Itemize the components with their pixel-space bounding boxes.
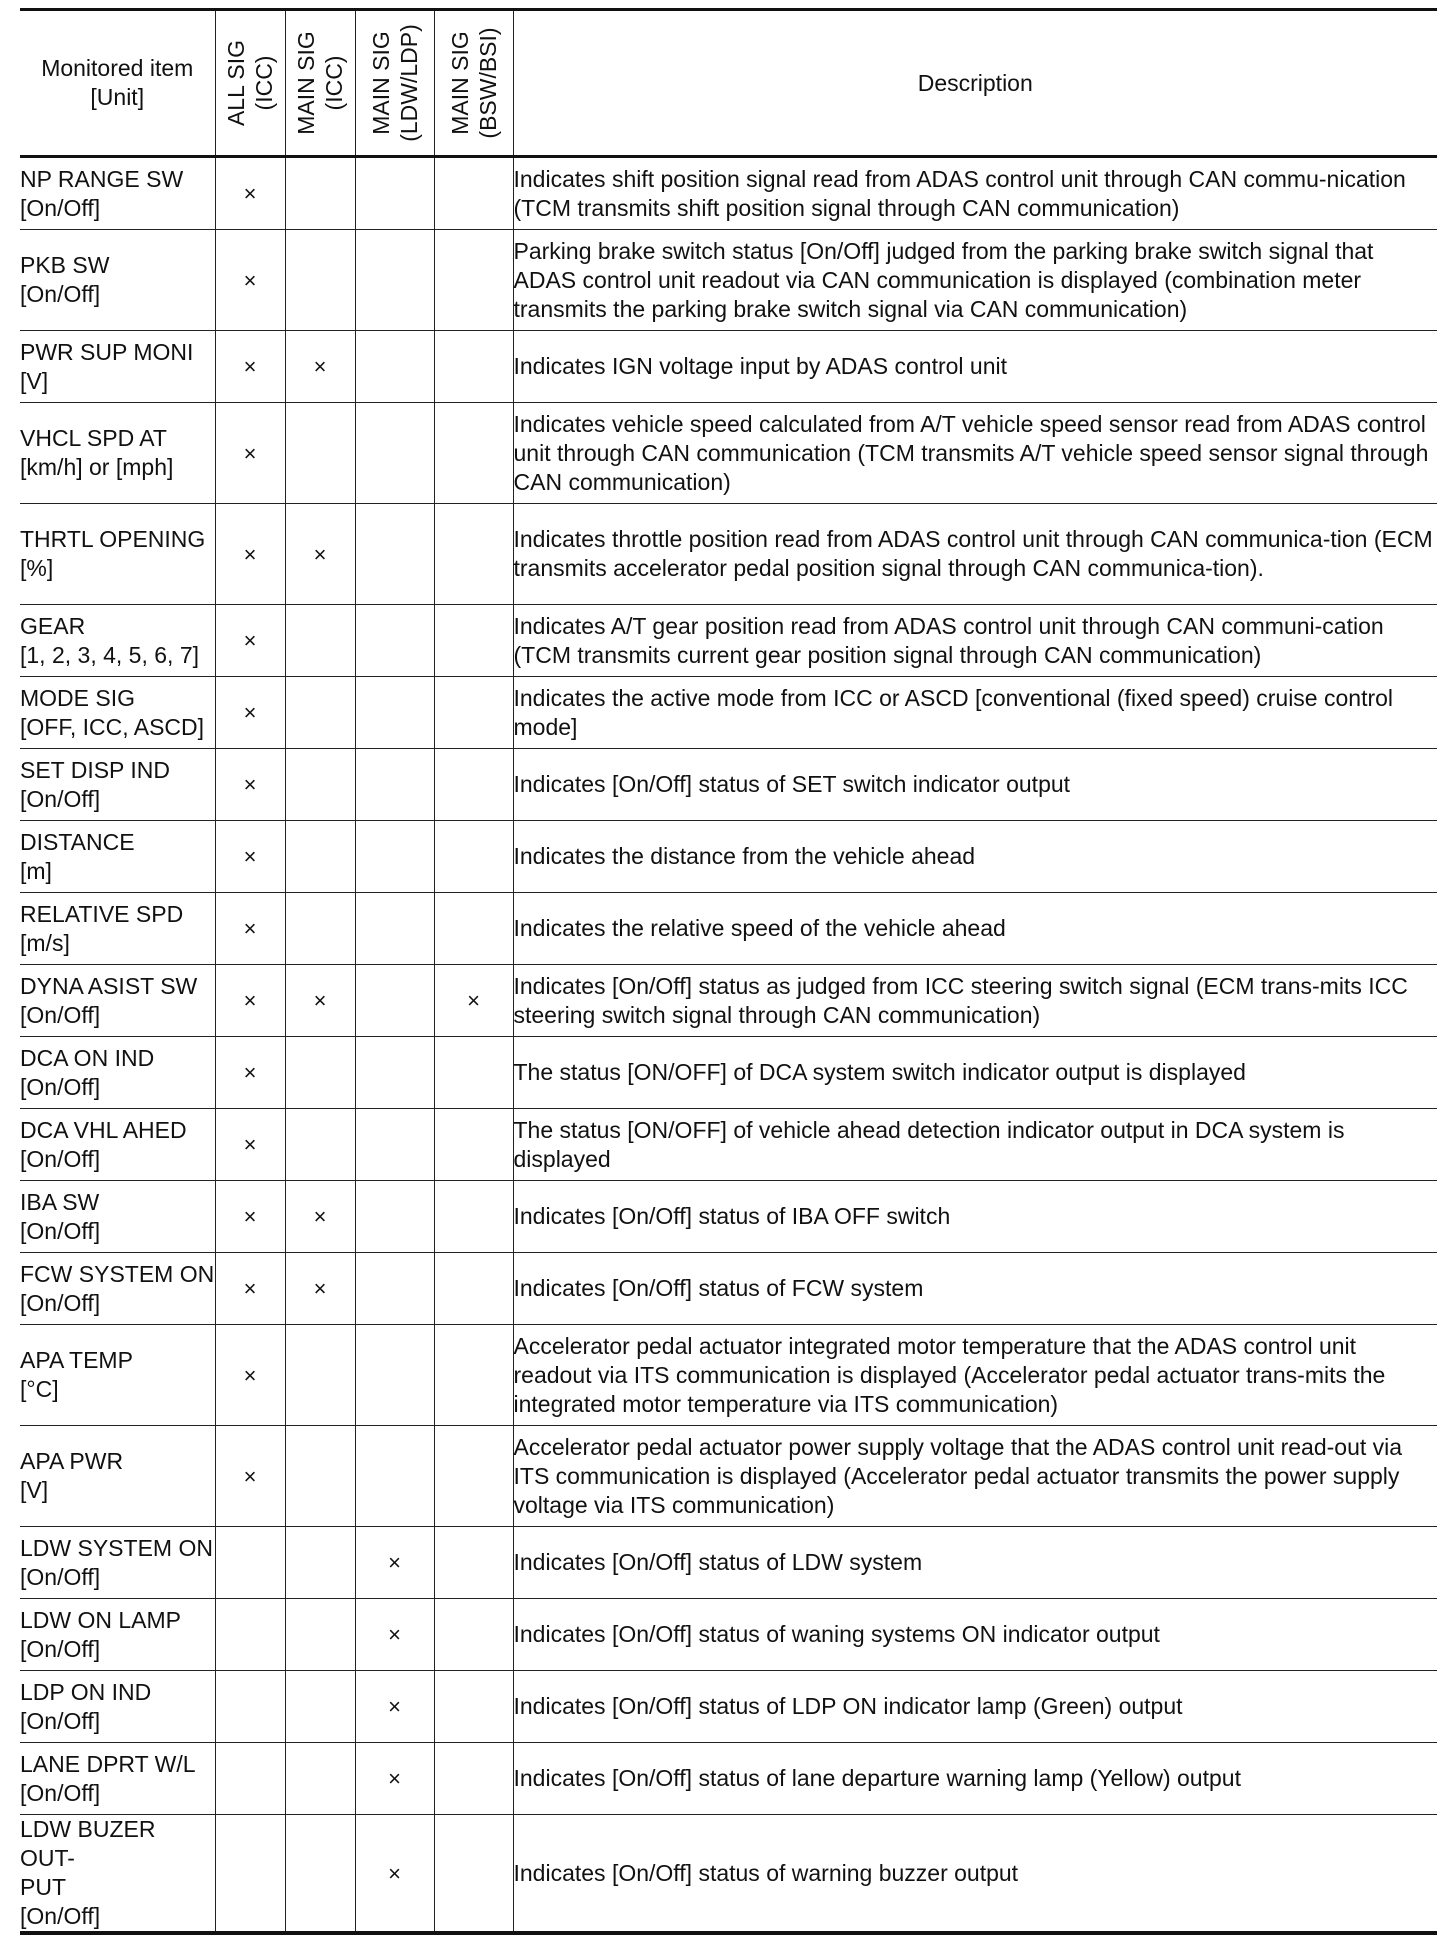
item-unit: [1, 2, 3, 4, 5, 6, 7]: [20, 641, 200, 668]
item-name: LDW ON LAMP: [20, 1606, 182, 1633]
table-row: [20, 331, 1437, 403]
item-name: LDW BUZER OUT-: [20, 1816, 156, 1871]
item-unit: [%]: [20, 555, 54, 581]
item-name: RELATIVE SPD: [20, 900, 184, 927]
signal-mark-cell: [355, 749, 434, 821]
signal-mark-cell: ×: [285, 1181, 355, 1253]
signal-mark-cell: [285, 821, 355, 893]
monitored-item-cell: [20, 1426, 215, 1527]
item-unit: [On/Off]: [20, 1635, 101, 1662]
item-unit: [°C]: [20, 1376, 59, 1402]
item-name: FCW SYSTEM ON: [20, 1260, 215, 1287]
signal-mark-cell: ×: [215, 605, 285, 677]
description-cell: Indicates [On/Off] status of waning systems ON indicator output: [513, 1599, 1437, 1671]
signal-mark-cell: [355, 1325, 434, 1426]
item-unit: [On/Off]: [20, 1145, 101, 1172]
header-main-sig-icc: [285, 10, 355, 157]
signal-mark-cell: [434, 1109, 513, 1181]
signal-mark-cell: [434, 504, 513, 605]
table-row: [20, 677, 1437, 749]
monitored-item-cell: [20, 1671, 215, 1743]
header-main-sig-ldw-ldp: [355, 10, 434, 157]
signal-mark-cell: [434, 403, 513, 504]
signal-mark-cell: [285, 1671, 355, 1743]
monitored-items-table: [20, 8, 1437, 1935]
signal-mark-cell: [355, 504, 434, 605]
item-name: IBA SW: [20, 1188, 100, 1215]
signal-mark-cell: [285, 1109, 355, 1181]
item-unit: [On/Off]: [20, 1779, 101, 1806]
monitored-item-cell: [20, 749, 215, 821]
signal-mark-cell: [355, 1181, 434, 1253]
item-unit: [On/Off]: [20, 1073, 101, 1100]
item-unit: [On/Off]: [20, 1563, 101, 1590]
signal-mark-cell: ×: [215, 821, 285, 893]
signal-mark-cell: ×: [285, 1253, 355, 1325]
header-line: MAIN SIG: [446, 31, 473, 135]
signal-mark-cell: [215, 1815, 285, 1934]
signal-mark-cell: ×: [215, 504, 285, 605]
signal-mark-cell: [434, 1037, 513, 1109]
header-line: MAIN SIG: [293, 31, 319, 135]
signal-mark-cell: ×: [355, 1743, 434, 1815]
signal-mark-cell: [355, 1109, 434, 1181]
signal-mark-cell: ×: [215, 1253, 285, 1325]
item-unit: [V]: [20, 1477, 49, 1503]
description-cell: Indicates [On/Off] status of LDW system: [513, 1527, 1437, 1599]
table-row: [20, 749, 1437, 821]
signal-mark-cell: ×: [215, 157, 285, 230]
table-row: [20, 1253, 1437, 1325]
monitored-item-cell: [20, 403, 215, 504]
item-name: NP RANGE SW: [20, 165, 184, 192]
signal-mark-cell: ×: [215, 403, 285, 504]
signal-mark-cell: [434, 1253, 513, 1325]
description-cell: Indicates vehicle speed calculated from A/T vehicle speed sensor read from ADAS control unit through CAN communication (TCM transmits A/T vehicle speed sensor signal through CAN communication): [513, 403, 1437, 504]
header-line: MAIN SIG: [367, 31, 394, 135]
item-unit: [On/Off]: [20, 1903, 101, 1929]
signal-mark-cell: ×: [215, 230, 285, 331]
header-line: (ICC): [321, 55, 347, 111]
signal-mark-cell: [355, 331, 434, 403]
item-unit: [On/Off]: [20, 194, 101, 221]
table-row: [20, 1743, 1437, 1815]
monitored-item-cell: [20, 965, 215, 1037]
signal-mark-cell: [355, 1253, 434, 1325]
item-name: APA PWR: [20, 1448, 124, 1474]
monitored-item-cell: [20, 677, 215, 749]
signal-mark-cell: [434, 1181, 513, 1253]
table-row: [20, 403, 1437, 504]
item-name: VHCL SPD AT: [20, 425, 167, 451]
signal-mark-cell: ×: [215, 1037, 285, 1109]
monitored-item-cell: [20, 157, 215, 230]
item-name: GEAR: [20, 612, 86, 639]
description-cell: Accelerator pedal actuator power supply voltage that the ADAS control unit read-out via ITS communication is displayed (Accelerator pedal actuator transmits the power supply voltage via ITS communication): [513, 1426, 1437, 1527]
description-cell: Indicates [On/Off] status of IBA OFF switch: [513, 1181, 1437, 1253]
item-name: PUT: [20, 1874, 66, 1900]
signal-mark-cell: [355, 157, 434, 230]
header-main-sig-bsw-bsi: [434, 10, 513, 157]
signal-mark-cell: [285, 749, 355, 821]
description-cell: Indicates [On/Off] status of lane departure warning lamp (Yellow) output: [513, 1743, 1437, 1815]
signal-mark-cell: [434, 331, 513, 403]
monitored-item-cell: [20, 893, 215, 965]
monitored-item-cell: [20, 1815, 215, 1934]
signal-mark-cell: ×: [355, 1671, 434, 1743]
monitored-item-cell: [20, 605, 215, 677]
signal-mark-cell: ×: [215, 1181, 285, 1253]
signal-mark-cell: [285, 1325, 355, 1426]
table-row: [20, 157, 1437, 230]
description-cell: Indicates [On/Off] status of LDP ON indicator lamp (Green) output: [513, 1671, 1437, 1743]
signal-mark-cell: ×: [434, 965, 513, 1037]
signal-mark-cell: [434, 1527, 513, 1599]
signal-mark-cell: [355, 1037, 434, 1109]
header-all-sig-icc: [215, 10, 285, 157]
table-header-row: [20, 10, 1437, 157]
item-unit: [On/Off]: [20, 1217, 101, 1244]
signal-mark-cell: ×: [215, 893, 285, 965]
signal-mark-cell: [285, 605, 355, 677]
item-name: DCA VHL AHED: [20, 1116, 187, 1143]
signal-mark-cell: [434, 749, 513, 821]
signal-mark-cell: [285, 1599, 355, 1671]
table-row: [20, 1037, 1437, 1109]
signal-mark-cell: [285, 403, 355, 504]
signal-mark-cell: ×: [215, 331, 285, 403]
description-cell: Accelerator pedal actuator integrated motor temperature that the ADAS control unit readout via ITS communication is displayed (Accelerator pedal actuator trans-mits the integrated motor temperature via ITS communication): [513, 1325, 1437, 1426]
item-name: MODE SIG: [20, 684, 136, 711]
signal-mark-cell: [285, 1527, 355, 1599]
monitored-item-cell: [20, 821, 215, 893]
signal-mark-cell: ×: [215, 1426, 285, 1527]
signal-mark-cell: [355, 605, 434, 677]
monitored-item-cell: [20, 1527, 215, 1599]
signal-mark-cell: [434, 1325, 513, 1426]
signal-mark-cell: [285, 230, 355, 331]
item-name: LDP ON IND: [20, 1678, 152, 1705]
signal-mark-cell: [355, 230, 434, 331]
header-line: ALL SIG: [223, 39, 249, 127]
item-name: PKB SW: [20, 252, 110, 278]
table-row: [20, 230, 1437, 331]
item-unit: [OFF, ICC, ASCD]: [20, 713, 205, 740]
description-cell: Indicates A/T gear position read from ADAS control unit through CAN communi-cation (TCM transmits current gear position signal through CAN communication): [513, 605, 1437, 677]
signal-mark-cell: ×: [355, 1815, 434, 1934]
table-row: [20, 605, 1437, 677]
signal-mark-cell: [285, 677, 355, 749]
description-cell: Indicates IGN voltage input by ADAS control unit: [513, 331, 1437, 403]
table-row: [20, 821, 1437, 893]
table-row: [20, 893, 1437, 965]
item-name: SET DISP IND: [20, 756, 170, 783]
signal-mark-cell: [434, 1671, 513, 1743]
signal-mark-cell: [434, 893, 513, 965]
description-cell: Indicates [On/Off] status of warning buzzer output: [513, 1815, 1437, 1934]
signal-mark-cell: [434, 1743, 513, 1815]
header-description: Description: [513, 10, 1437, 157]
header-line: (BSW/BSI): [474, 27, 501, 139]
description-cell: Indicates the relative speed of the vehicle ahead: [513, 893, 1437, 965]
table-row: [20, 1527, 1437, 1599]
signal-mark-cell: [215, 1743, 285, 1815]
table-row: [20, 1181, 1437, 1253]
signal-mark-cell: ×: [285, 331, 355, 403]
signal-mark-cell: ×: [215, 749, 285, 821]
table-row: [20, 1815, 1437, 1934]
signal-mark-cell: [434, 157, 513, 230]
header-line: (LDW/LDP): [395, 24, 422, 142]
item-unit: [V]: [20, 367, 49, 394]
monitored-item-cell: [20, 1325, 215, 1426]
description-cell: The status [ON/OFF] of vehicle ahead detection indicator output in DCA system is displayed: [513, 1109, 1437, 1181]
signal-mark-cell: [285, 1037, 355, 1109]
signal-mark-cell: ×: [215, 677, 285, 749]
item-unit: [On/Off]: [20, 1707, 101, 1734]
signal-mark-cell: [434, 1426, 513, 1527]
signal-mark-cell: ×: [285, 965, 355, 1037]
signal-mark-cell: [215, 1671, 285, 1743]
item-name: APA TEMP: [20, 1347, 133, 1373]
header-item-label: Monitored item: [41, 55, 194, 81]
header-line: (ICC): [251, 55, 277, 111]
table-row: [20, 1109, 1437, 1181]
signal-mark-cell: [285, 1815, 355, 1934]
monitored-item-cell: [20, 1253, 215, 1325]
signal-mark-cell: [355, 821, 434, 893]
item-name: LDW SYSTEM ON: [20, 1534, 213, 1561]
item-unit: [m]: [20, 857, 52, 884]
signal-mark-cell: [355, 403, 434, 504]
signal-mark-cell: [285, 157, 355, 230]
item-name: LANE DPRT W/L: [20, 1750, 196, 1777]
table-row: [20, 1599, 1437, 1671]
item-unit: [km/h] or [mph]: [20, 454, 174, 480]
monitored-item-cell: [20, 230, 215, 331]
signal-mark-cell: ×: [355, 1599, 434, 1671]
item-name: DISTANCE: [20, 828, 135, 855]
description-cell: Indicates the active mode from ICC or ASCD [conventional (fixed speed) cruise control mode]: [513, 677, 1437, 749]
signal-mark-cell: [215, 1599, 285, 1671]
signal-mark-cell: ×: [215, 965, 285, 1037]
monitored-item-cell: [20, 504, 215, 605]
table-row: [20, 1325, 1437, 1426]
item-unit: [m/s]: [20, 929, 70, 956]
table-row: [20, 504, 1437, 605]
item-unit: [On/Off]: [20, 281, 101, 307]
signal-mark-cell: [434, 605, 513, 677]
description-cell: Indicates throttle position read from ADAS control unit through CAN communica-tion (ECM transmits accelerator pedal position signal through CAN communica-tion).: [513, 504, 1437, 605]
table-row: [20, 1426, 1437, 1527]
item-unit: [On/Off]: [20, 1001, 101, 1028]
description-cell: The status [ON/OFF] of DCA system switch indicator output is displayed: [513, 1037, 1437, 1109]
item-unit: [On/Off]: [20, 785, 101, 812]
monitored-item-cell: [20, 1743, 215, 1815]
signal-mark-cell: [215, 1527, 285, 1599]
monitored-item-cell: [20, 331, 215, 403]
monitored-item-cell: [20, 1599, 215, 1671]
monitored-item-cell: [20, 1109, 215, 1181]
description-cell: Indicates the distance from the vehicle ahead: [513, 821, 1437, 893]
item-name: THRTL OPENING: [20, 526, 206, 552]
description-cell: Indicates shift position signal read from ADAS control unit through CAN commu-nication (TCM transmits shift position signal through CAN communication): [513, 157, 1437, 230]
signal-mark-cell: ×: [355, 1527, 434, 1599]
description-cell: Indicates [On/Off] status of SET switch indicator output: [513, 749, 1437, 821]
signal-mark-cell: [355, 893, 434, 965]
signal-mark-cell: ×: [285, 504, 355, 605]
signal-mark-cell: [434, 1815, 513, 1934]
header-monitored-item: [20, 10, 215, 157]
table-row: [20, 1671, 1437, 1743]
description-cell: Indicates [On/Off] status as judged from ICC steering switch signal (ECM trans-mits ICC steering switch signal through CAN communication): [513, 965, 1437, 1037]
monitored-item-cell: [20, 1037, 215, 1109]
signal-mark-cell: [285, 1743, 355, 1815]
signal-mark-cell: [355, 1426, 434, 1527]
signal-mark-cell: [285, 1426, 355, 1527]
description-cell: Parking brake switch status [On/Off] judged from the parking brake switch signal that ADAS control unit readout via CAN communication is displayed (combination meter transmits the parking brake switch signal via CAN communication): [513, 230, 1437, 331]
signal-mark-cell: [434, 677, 513, 749]
monitored-item-cell: [20, 1181, 215, 1253]
signal-mark-cell: [434, 1599, 513, 1671]
signal-mark-cell: [434, 821, 513, 893]
item-name: DYNA ASIST SW: [20, 972, 198, 999]
signal-mark-cell: [434, 230, 513, 331]
item-name: DCA ON IND: [20, 1044, 155, 1071]
item-name: PWR SUP MONI: [20, 338, 194, 365]
signal-mark-cell: [355, 677, 434, 749]
signal-mark-cell: [355, 965, 434, 1037]
table-row: [20, 965, 1437, 1037]
signal-mark-cell: ×: [215, 1109, 285, 1181]
item-unit: [On/Off]: [20, 1289, 101, 1316]
header-unit-label: [Unit]: [90, 84, 145, 110]
signal-mark-cell: [285, 893, 355, 965]
signal-mark-cell: ×: [215, 1325, 285, 1426]
description-cell: Indicates [On/Off] status of FCW system: [513, 1253, 1437, 1325]
